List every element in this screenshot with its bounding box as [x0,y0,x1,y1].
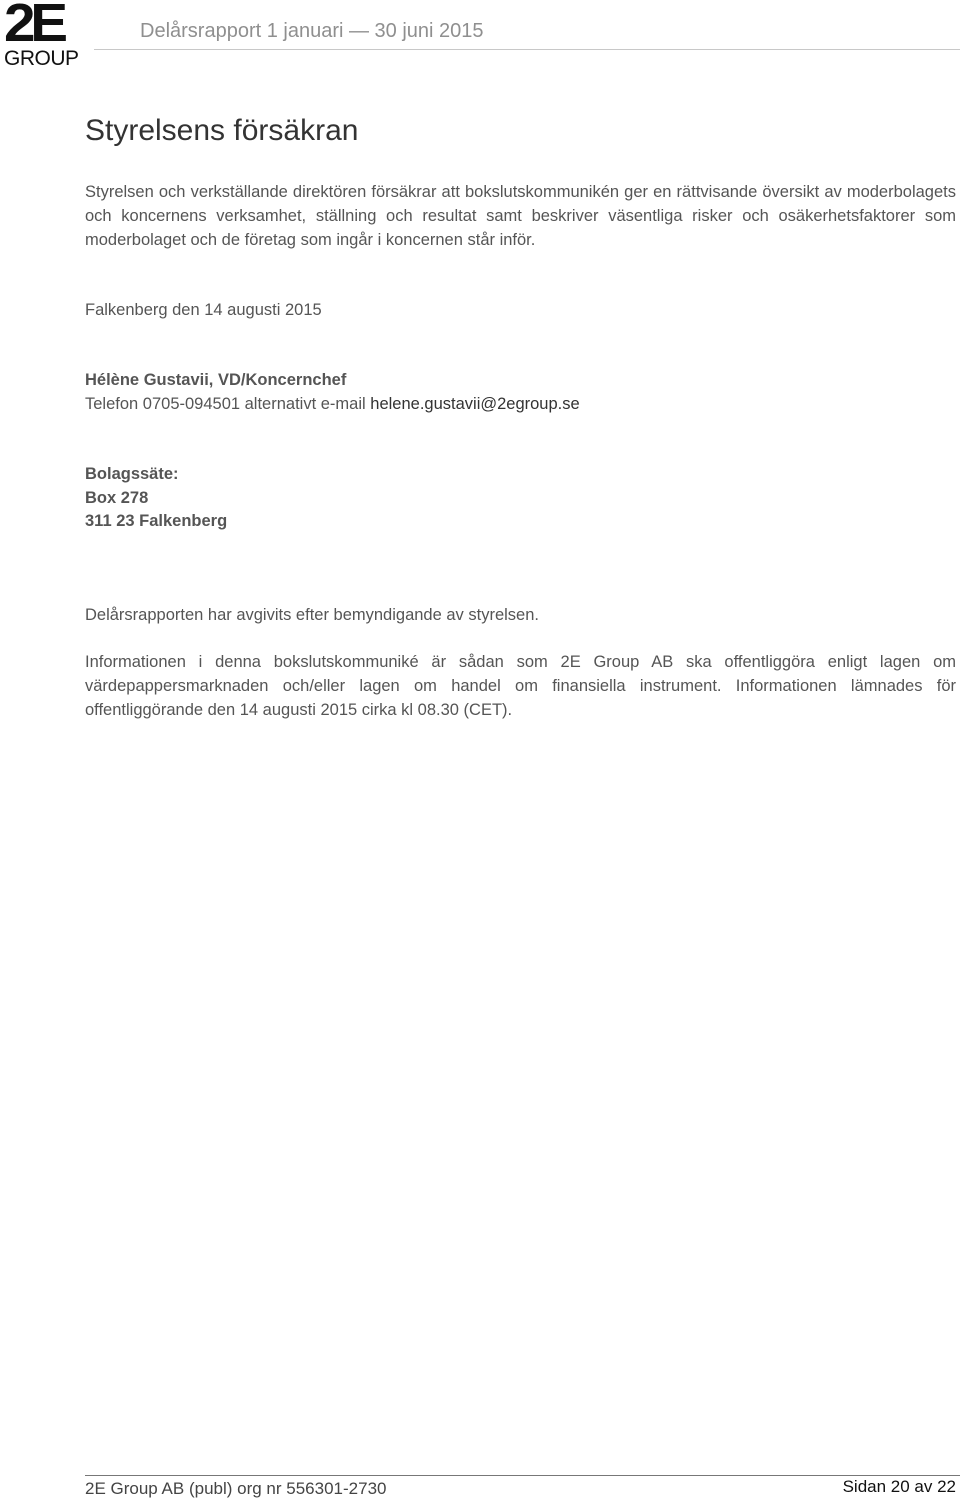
footer-divider [85,1475,960,1476]
report-header-title: Delårsrapport 1 januari — 30 juni 2015 [140,20,484,42]
logo-main-text: 2E [4,0,63,53]
authorization-text: Delårsrapporten har avgivits efter bemyndigande av styrelsen. [85,606,539,624]
footer-page-number: Sidan 20 av 22 [842,1477,956,1496]
header-divider [94,49,960,50]
disclosure-paragraph: Informationen i denna bokslutskommuniké är sådan som 2E Group AB ska offentliggöra enligt lagen om värdepappersmarknaden och/eller lagen om handel om finansiella instrument. Informationen lämnades för offentliggörande den 14 augusti 2015 cirka kl 08.30 (CET). [85,653,956,719]
signatory-email-link[interactable]: helene.gustavii@2egroup.se [370,395,580,413]
signatory-contact-prefix: Telefon 0705-094501 alternativt e-mail [85,395,366,413]
seat-address-line2: 311 23 Falkenberg [85,512,228,530]
logo-sub-text: GROUP [4,47,79,70]
signatory-name-title: Hélène Gustavii, VD/Koncernchef [85,371,347,389]
page-title: Styrelsens försäkran [85,114,359,147]
seat-address-line1: Box 278 [85,489,149,507]
seat-label: Bolagssäte: [85,465,179,483]
place-date: Falkenberg den 14 augusti 2015 [85,301,322,319]
footer-company: 2E Group AB (publ) org nr 556301-2730 [85,1479,387,1498]
company-logo [4,0,88,72]
intro-paragraph: Styrelsen och verkställande direktören försäkrar att bokslutskommunikén ger en rättvisande översikt av moderbolagets och koncernens verksamhet, ställning och resultat samt beskriver väsentliga risker och osäkerhetsfaktorer som moderbolaget och de företag som ingår i koncernen står inför. [85,183,956,249]
signatory-contact [85,392,580,416]
